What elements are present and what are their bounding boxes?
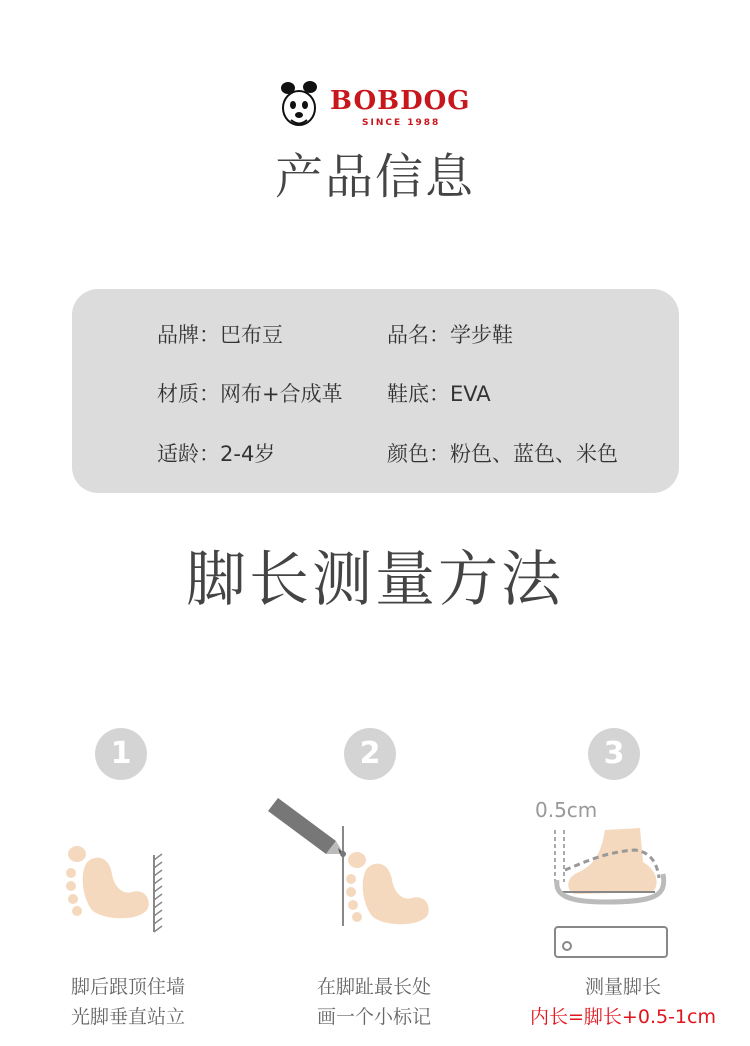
foot-in-shoe-icon — [545, 822, 695, 962]
step-3-caption-line2: 内长=脚长+0.5-1cm — [530, 1006, 716, 1028]
step-2-caption-line2: 画一个小标记 — [316, 1006, 431, 1028]
measure-method-title: 脚长测量方法 — [186, 545, 564, 615]
step-2-caption-line1: 在脚趾最长处 — [316, 976, 431, 998]
info-age: 适龄：2-4岁 — [157, 442, 276, 466]
step-2-caption — [254, 972, 494, 1032]
step-3-caption — [503, 972, 743, 1032]
info-color: 颜色：粉色、蓝色、米色 — [387, 442, 618, 466]
product-info-panel — [72, 289, 679, 493]
info-product-name: 品名：学步鞋 — [387, 323, 513, 347]
step-1-caption-line1: 脚后跟顶住墙 — [70, 976, 185, 998]
info-material: 材质：网布+合成革 — [157, 382, 343, 406]
brand-logo — [276, 80, 476, 132]
step-2-badge: 2 — [344, 728, 396, 780]
step-1-caption-line2: 光脚垂直站立 — [70, 1006, 185, 1028]
pencil-mark-icon — [258, 796, 438, 936]
step-3-badge: 3 — [588, 728, 640, 780]
step-1-badge: 1 — [95, 728, 147, 780]
info-brand: 品牌：巴布豆 — [157, 323, 283, 347]
dog-mascot-icon — [276, 80, 326, 132]
step-1-caption — [8, 972, 248, 1032]
measure-label: 0.5cm — [535, 798, 598, 822]
foot-against-wall-icon — [62, 840, 182, 940]
step-3-caption-line1: 测量脚长 — [584, 976, 661, 998]
product-info-title: 产品信息 — [274, 149, 475, 205]
info-sole: 鞋底：EVA — [387, 382, 491, 406]
brand-since: SINCE 1988 — [362, 118, 441, 128]
brand-name: BOBDOG — [330, 86, 471, 116]
